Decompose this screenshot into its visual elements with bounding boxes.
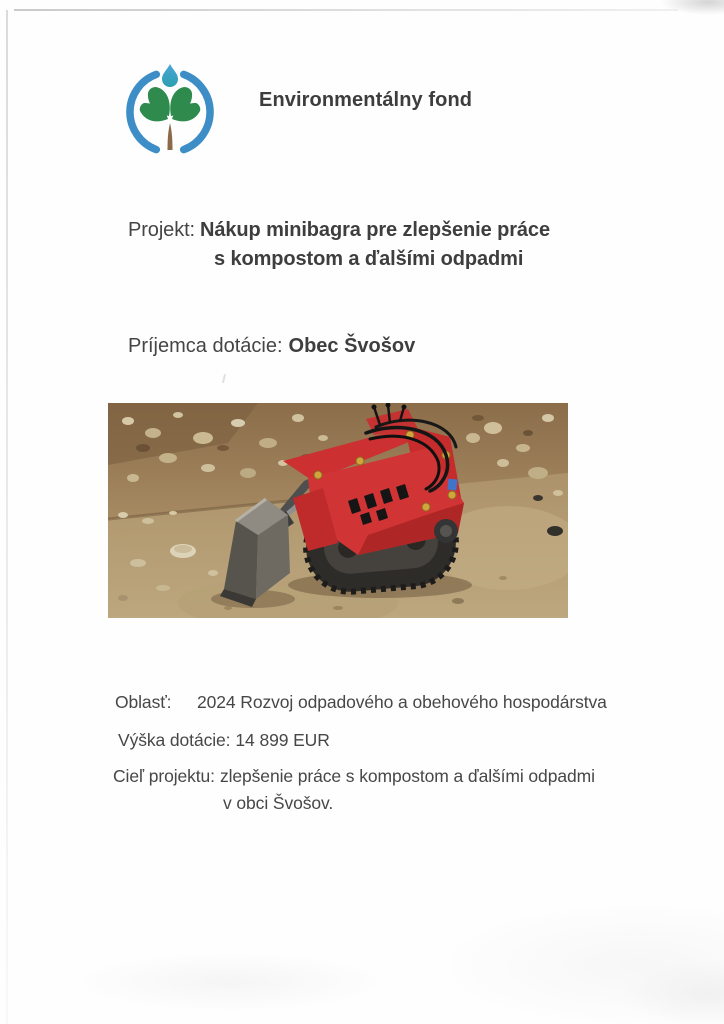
- area-line: [115, 692, 607, 713]
- logo-plant-stem: [168, 123, 173, 150]
- scan-artifact-left-line: [6, 10, 8, 1024]
- logo-plant-leaves: [140, 87, 201, 121]
- project-label: Projekt:: [128, 219, 196, 241]
- recipient-value: Obec Švošov: [288, 335, 416, 357]
- area-value: 2024 Rozvoj odpadového a obehového hospodárstva: [197, 692, 607, 712]
- grant-line: [118, 730, 330, 751]
- recipient-label: Príjemca dotácie:: [128, 335, 283, 357]
- loader-blue-sticker: [447, 479, 457, 491]
- grant-amount: 14 899 EUR: [235, 730, 330, 750]
- goal-label: Cieľ projektu:: [113, 766, 215, 786]
- scan-artifact-corner-smudge: [660, 0, 724, 15]
- project-name-part1: Nákup minibagra pre zlepšenie práce: [200, 219, 550, 241]
- recipient-line: [128, 335, 415, 358]
- goal-value-line2: v obci Švošov.: [223, 793, 334, 813]
- scan-artifact-top-line: [14, 9, 678, 11]
- scan-artifact-smudge: [70, 952, 390, 1012]
- area-label: Oblasť:: [115, 692, 172, 712]
- project-name-part2: s kompostom a ďalšími odpadmi: [214, 248, 524, 270]
- goal-value-line1: zlepšenie práce s kompostom a ďalšími odpadmi: [219, 766, 595, 786]
- grant-label: Výška dotácie:: [118, 730, 231, 750]
- project-photo: [108, 403, 568, 618]
- organization-title: Environmentálny fond: [259, 89, 473, 111]
- logo-water-drop-icon: [162, 64, 178, 87]
- scan-artifact-mark: [222, 374, 226, 383]
- environmental-fund-logo-icon: [118, 62, 222, 158]
- project-title-line1: [128, 219, 550, 242]
- goal-line1: [113, 766, 595, 787]
